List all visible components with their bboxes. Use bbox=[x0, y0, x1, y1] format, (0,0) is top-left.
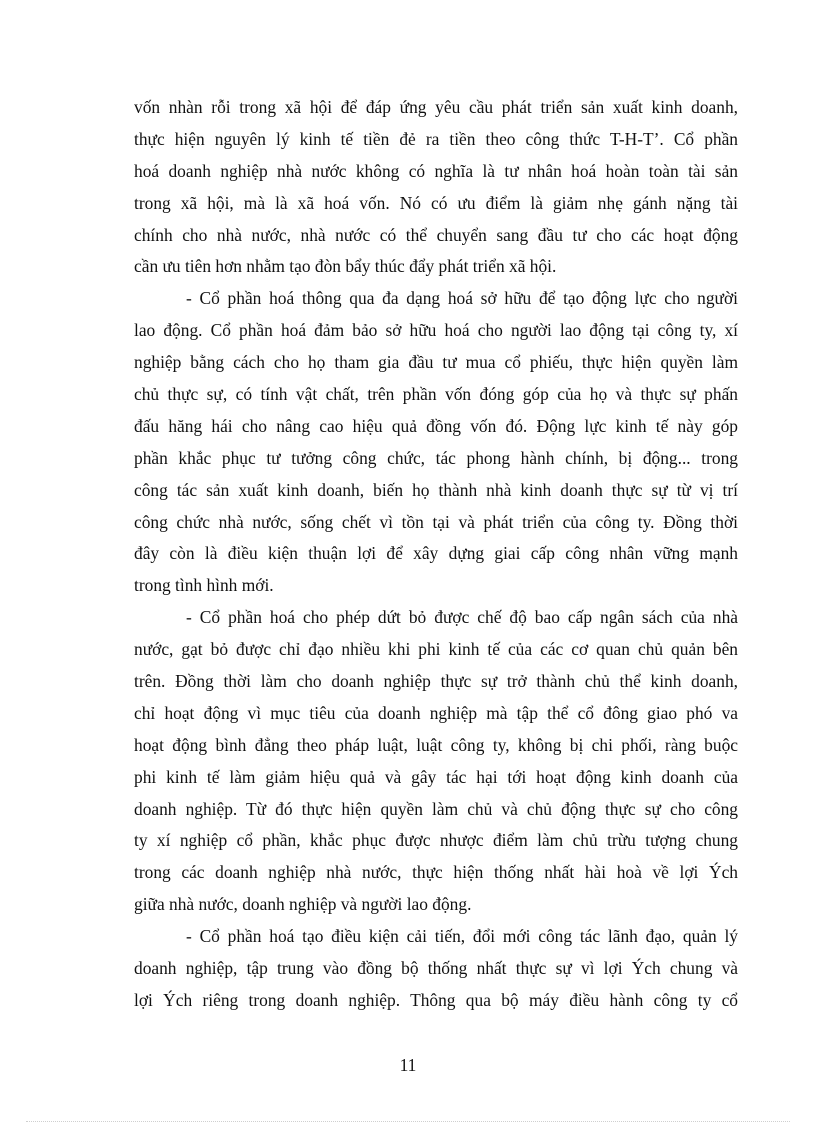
text-line: phi kinh tế làm giảm hiệu quả và gây tác hại tới hoạt động kinh doanh của bbox=[134, 766, 738, 787]
paragraph bbox=[134, 283, 738, 602]
text-line: cần ưu tiên hơn nhằm tạo đòn bẩy thúc đẩy phát triển xã hội. bbox=[134, 256, 557, 277]
text-line: công tác sản xuất kinh doanh, biến họ thành nhà kinh doanh thực sự từ vị trí bbox=[134, 479, 738, 500]
text-line: vốn nhàn rỗi trong xã hội để đáp ứng yêu cầu phát triển sản xuất kinh doanh, bbox=[134, 97, 738, 117]
text-line: chỉ hoạt động vì mục tiêu của doanh nghiệp mà tập thể cổ đông giao phó va bbox=[134, 702, 738, 723]
paragraph bbox=[134, 92, 738, 283]
text-line: nước, gạt bỏ được chỉ đạo nhiều khi phi kinh tế của các cơ quan chủ quản bên bbox=[134, 639, 738, 660]
text-line: phần khắc phục tư tưởng công chức, tác phong hành chính, bị động... trong bbox=[134, 447, 738, 468]
document-body bbox=[134, 92, 738, 1017]
text-line: - Cổ phần hoá tạo điều kiện cải tiến, đổi mới công tác lãnh đạo, quản lý bbox=[186, 926, 738, 947]
text-line: - Cổ phần hoá thông qua đa dạng hoá sở hữu để tạo động lực cho người bbox=[186, 288, 738, 309]
page-bottom-divider bbox=[26, 1121, 790, 1122]
text-line: đây còn là điều kiện thuận lợi để xây dựng giai cấp công nhân vững mạnh bbox=[134, 543, 738, 564]
text-line: - Cổ phần hoá cho phép dứt bỏ được chế độ bao cấp ngân sách của nhà bbox=[186, 607, 738, 628]
text-line: đấu hăng hái cho nâng cao hiệu quả đồng vốn đó. Động lực kinh tế này góp bbox=[134, 415, 738, 436]
text-line: hoá doanh nghiệp nhà nước không có nghĩa là tư nhân hoá hoàn toàn tài sản bbox=[134, 160, 738, 181]
page-number: 11 bbox=[399, 1055, 417, 1075]
text-line: lợi Ých riêng trong doanh nghiệp. Thông qua bộ máy điều hành công ty cổ bbox=[134, 989, 738, 1010]
text-line: giữa nhà nước, doanh nghiệp và người lao động. bbox=[134, 894, 472, 915]
text-line: thực hiện nguyên lý kinh tế tiền đẻ ra tiền theo công thức T-H-T’. Cổ phần bbox=[134, 128, 738, 149]
text-line: trên. Đồng thời làm cho doanh nghiệp thực sự trở thành chủ thể kinh doanh, bbox=[134, 671, 738, 692]
text-line: trong xã hội, mà là xã hoá vốn. Nó có ưu điểm là giảm nhẹ gánh nặng tài bbox=[134, 192, 738, 213]
text-line: chủ thực sự, có tính vật chất, trên phần vốn đóng góp của họ và thực sự phấn bbox=[134, 384, 738, 405]
text-line: doanh nghiệp, tập trung vào đồng bộ thống nhất thực sự vì lợi Ých chung và bbox=[134, 958, 738, 979]
text-line: ty xí nghiệp cổ phần, khắc phục được nhược điểm làm chủ trừu tượng chung bbox=[134, 830, 738, 851]
paragraph bbox=[134, 602, 738, 921]
text-line: nghiệp bằng cách cho họ tham gia đầu tư mua cổ phiếu, thực hiện quyền làm bbox=[134, 352, 738, 373]
text-line: trong các doanh nghiệp nhà nước, thực hiện thống nhất hài hoà về lợi Ých bbox=[134, 862, 738, 883]
text-line: doanh nghiệp. Từ đó thực hiện quyền làm chủ và chủ động thực sự cho công bbox=[134, 798, 738, 819]
text-line: công chức nhà nước, sống chết vì tồn tại và phát triển của công ty. Đồng thời bbox=[134, 511, 738, 532]
text-line: trong tình hình mới. bbox=[134, 575, 274, 596]
paragraph bbox=[134, 921, 738, 1017]
text-line: chính cho nhà nước, nhà nước có thể chuyển sang đầu tư cho các hoạt động bbox=[134, 224, 738, 245]
text-line: lao động. Cổ phần hoá đảm bảo sở hữu hoá cho người lao động tại công ty, xí bbox=[134, 320, 738, 341]
text-line: hoạt động bình đẳng theo pháp luật, luật công ty, không bị chi phối, ràng buộc bbox=[134, 734, 738, 755]
